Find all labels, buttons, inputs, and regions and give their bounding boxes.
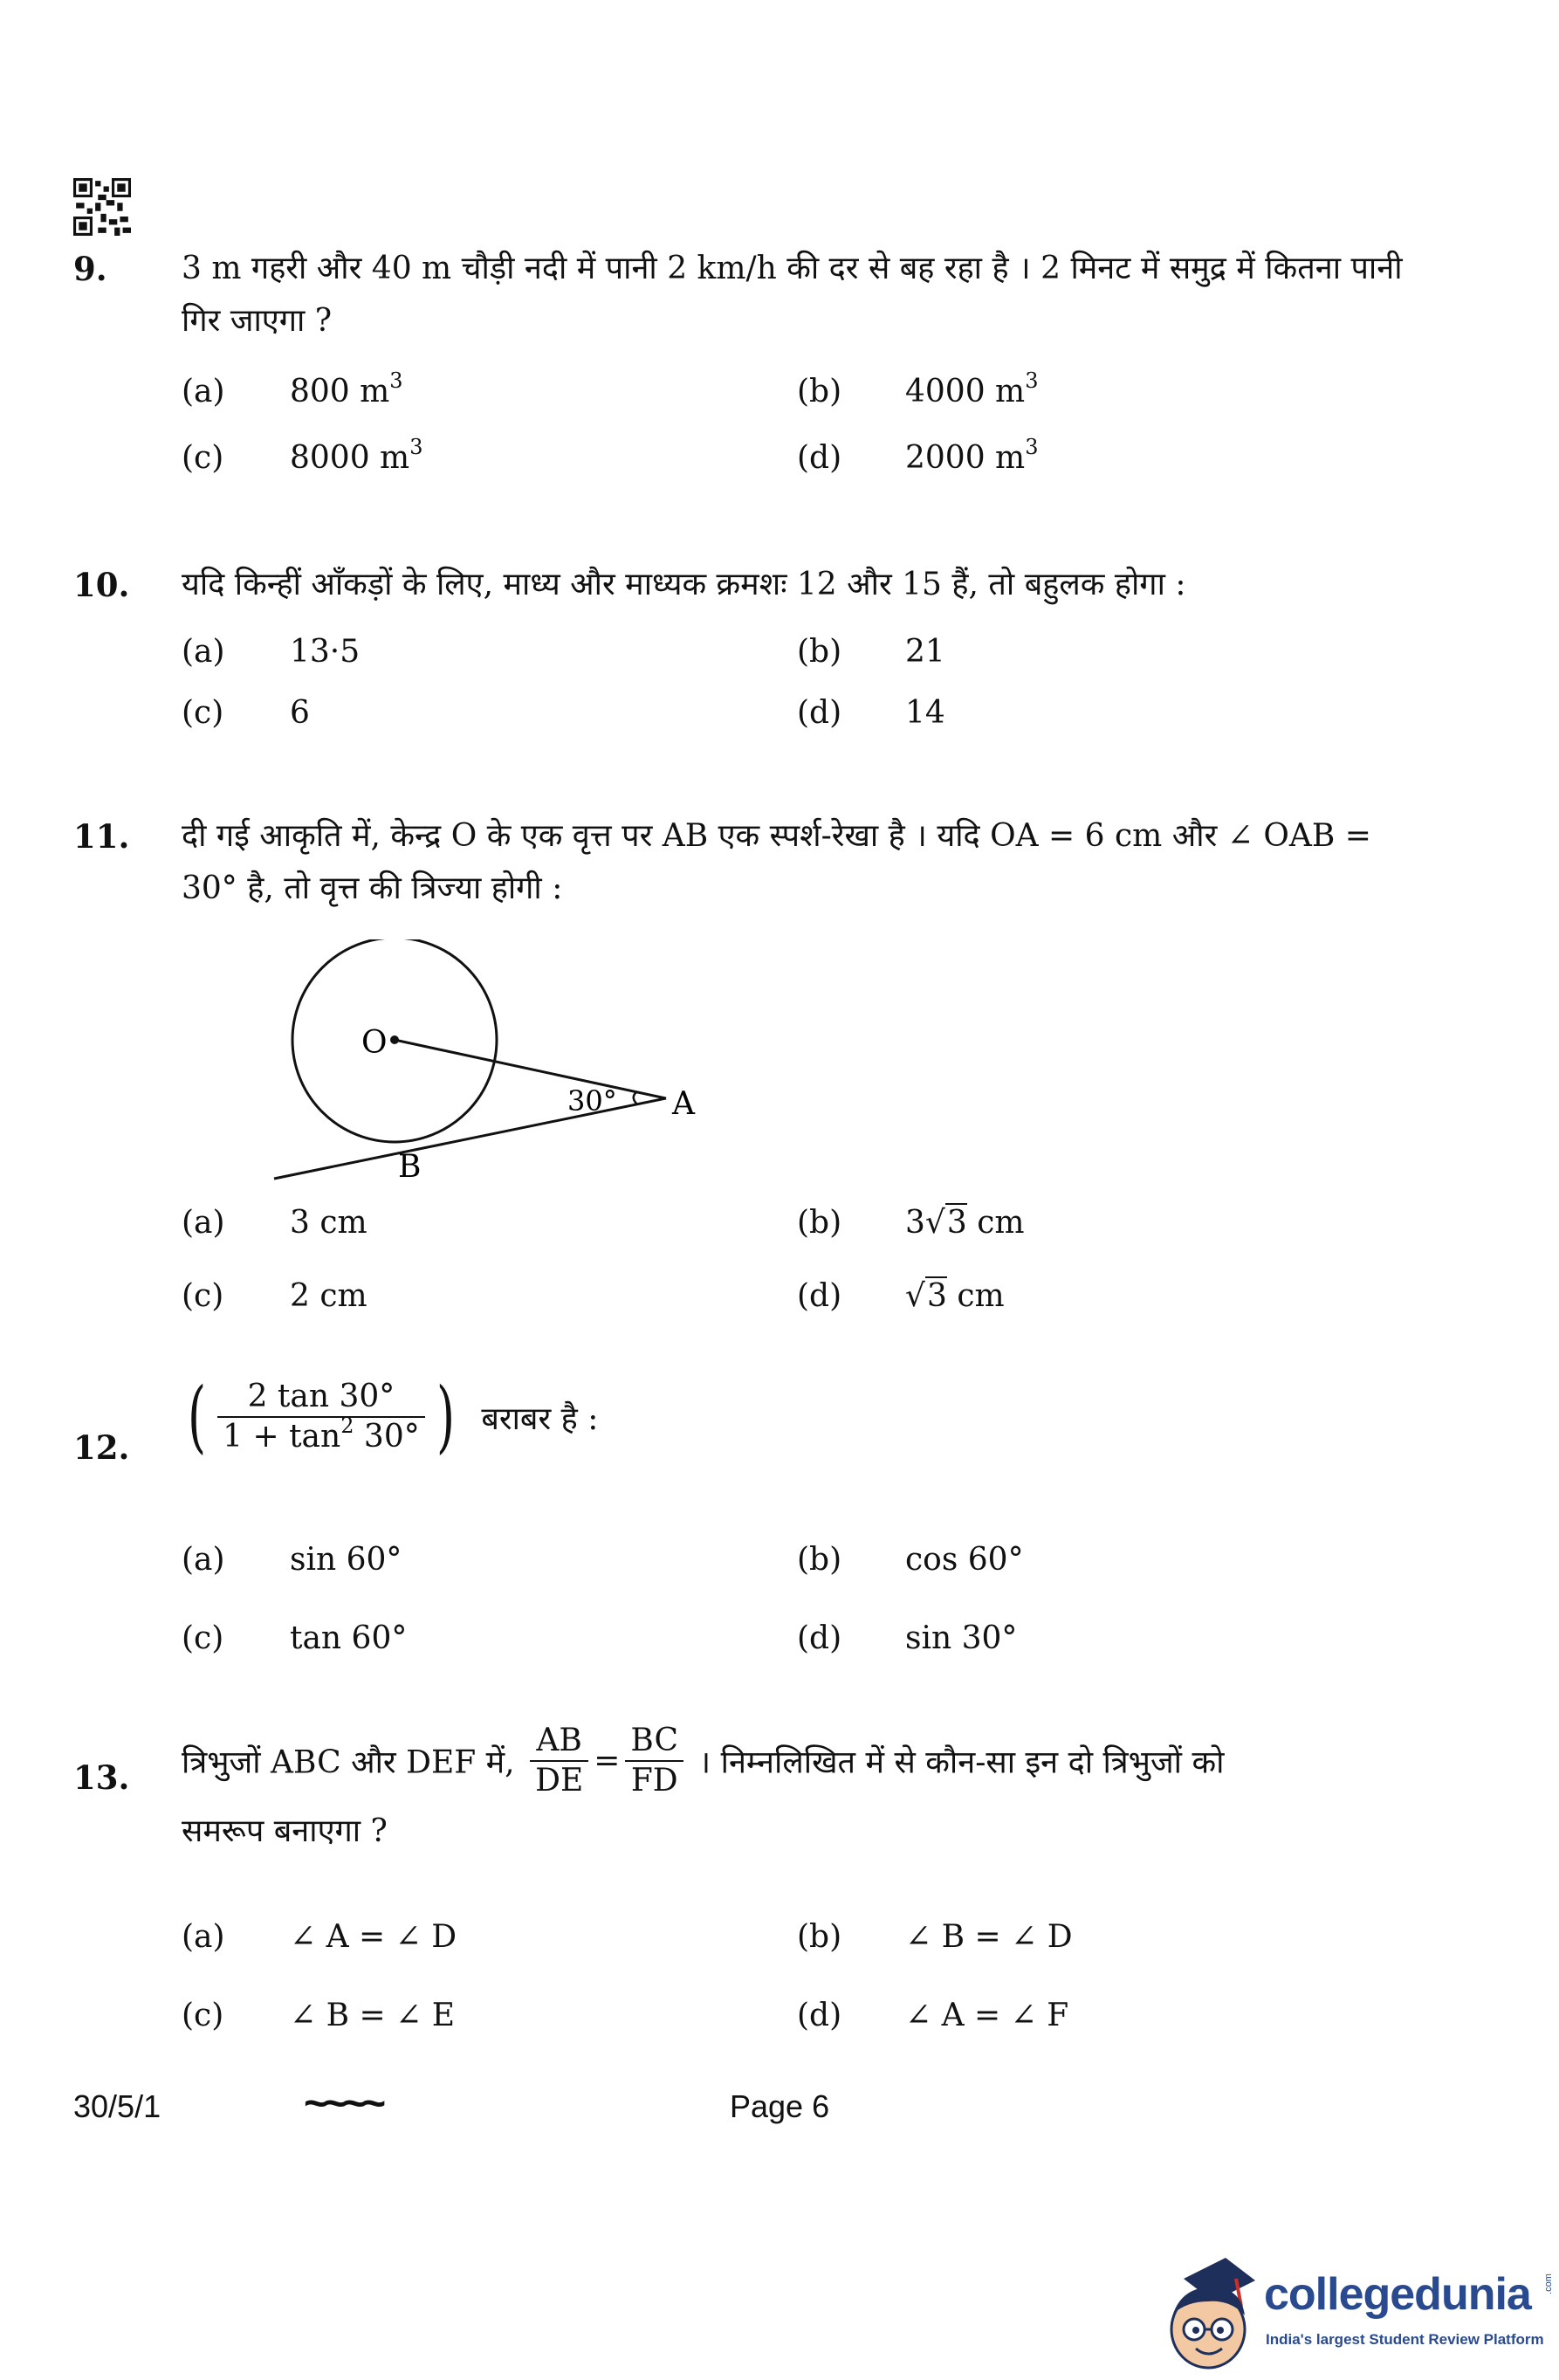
- question-text: 3 m गहरी और 40 m चौड़ी नदी में पानी 2 km/h की दर से बह रहा है । 2 मिनट में समुद्र में कितना पानी गिर जाएगा ?: [182, 251, 1403, 339]
- option-a: (a) 800 $m^3$: [182, 368, 403, 409]
- question-text: दी गई आकृति में, केन्द्र O के एक वृत्त पर AB एक स्पर्श-रेखा है । यदि OA = 6 cm और ∠ OAB = 30° है, तो वृत्त की त्रिज्या होगी :: [182, 818, 1371, 906]
- option-c: (c) 8000 $m^3$: [182, 435, 423, 476]
- question-expression: ( $\frac{2 \tan 30^\circ}{1 + \tan^2 30^\circ}$ ) बराबर है :: [188, 1371, 599, 1462]
- question-number: 10.: [73, 566, 130, 604]
- paper-code: 30/5/1: [73, 2088, 161, 2124]
- question-number: 12.: [73, 1428, 130, 1467]
- option-a: (a) 13·5: [182, 634, 361, 670]
- line-oa: [395, 1040, 666, 1098]
- option-b: (b) 4000 $m^3$: [797, 368, 1039, 409]
- page-number: Page 6: [730, 2088, 830, 2124]
- logo-wordmark: collegedunia: [1264, 2269, 1531, 2320]
- option-c: (c) ∠ B = ∠ E: [182, 1998, 455, 2033]
- question-text-line2: समरूप बनाएगा ?: [182, 1813, 388, 1849]
- question-text: यदि किन्हीं आँकड़ों के लिए, माध्य और माध्यक क्रमशः 12 और 15 हैं, तो बहुलक होगा :: [182, 567, 1186, 602]
- option-b: (b) 21: [797, 634, 945, 670]
- fraction: $\frac{2 \tan 30^\circ}{1 + \tan^2 30^\circ}$: [217, 1378, 425, 1456]
- option-d: (d) 2000 $m^3$: [797, 435, 1039, 476]
- fraction-bc-fd: $\frac{BC}{FD}$: [625, 1722, 683, 1800]
- label-b: B: [398, 1149, 422, 1185]
- option-a: (a) ∠ A = ∠ D: [182, 1919, 457, 1955]
- collegedunia-logo: [1150, 2253, 1552, 2375]
- footer-ornament: ~~~~: [304, 2081, 381, 2127]
- logo-domain: .com: [1542, 2273, 1554, 2294]
- circle-tangent-figure: [265, 939, 719, 1201]
- option-b: (b) 3√3 cm: [797, 1205, 1025, 1241]
- option-b: (b) ∠ B = ∠ D: [797, 1919, 1073, 1955]
- option-d: (d) sin 30°: [797, 1620, 1018, 1656]
- angle-arc: [634, 1092, 637, 1104]
- option-c: (c) 6: [182, 695, 310, 731]
- option-b: (b) cos 60°: [797, 1542, 1024, 1578]
- question-number: 11.: [73, 817, 130, 856]
- option-a: (a) 3 cm: [182, 1205, 367, 1241]
- mascot-icon: [1157, 2253, 1262, 2375]
- option-c: (c) tan 60°: [182, 1620, 408, 1656]
- option-d: (d) 14: [797, 695, 945, 731]
- option-d: (d) ∠ A = ∠ F: [797, 1998, 1069, 2033]
- qr-code-icon: [73, 178, 131, 236]
- label-a: A: [672, 1086, 695, 1122]
- option-d: (d) √3 cm: [797, 1278, 1005, 1314]
- option-c: (c) 2 cm: [182, 1278, 367, 1314]
- label-angle: 30°: [567, 1084, 617, 1118]
- question-text: त्रिभुजों ABC और DEF में, $\frac{AB}{DE}$ = $\frac{BC}{FD}$ । निम्नलिखित में से कौन-सा इन दो त्रिभुजों को: [182, 1723, 1225, 1799]
- logo-tagline: India's largest Student Review Platform: [1266, 2331, 1544, 2348]
- center-point: [390, 1035, 399, 1044]
- fraction-ab-de: $\frac{AB}{DE}$: [530, 1722, 588, 1800]
- question-number: 13.: [73, 1758, 130, 1797]
- question-number: 9.: [73, 250, 107, 288]
- label-o: O: [361, 1025, 388, 1061]
- option-a: (a) sin 60°: [182, 1542, 402, 1578]
